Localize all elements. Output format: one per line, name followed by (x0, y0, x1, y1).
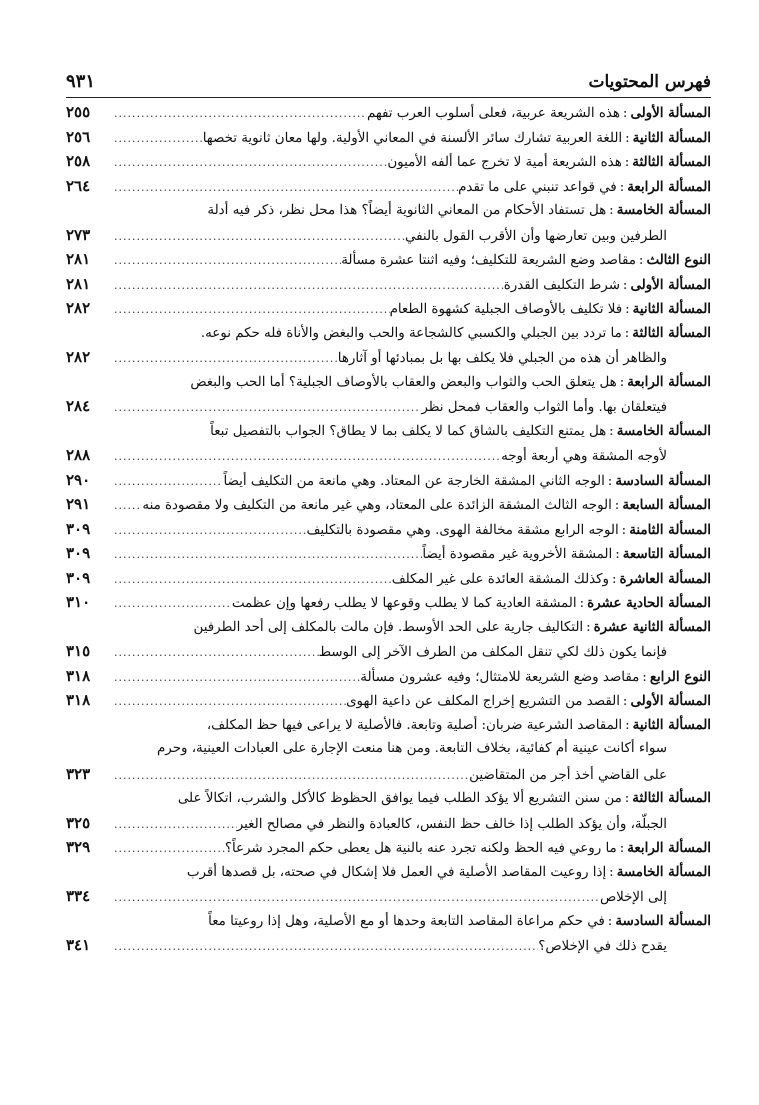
toc-entry-text: من سنن التشريع ألا يؤكد الطلب فيما يوافق الحظوظ كالأكل والشرب، اتكالاً على (177, 791, 622, 806)
toc-line (66, 688, 711, 713)
dot-leader (110, 298, 390, 321)
toc-entry-text: هل يمتنع التكليف بالشاق كما لا يكلف بما لا يطاق؟ الجواب بالتفصيل تبعاً (210, 423, 607, 439)
toc-line (66, 664, 711, 689)
toc-entry-text: الوجه الرابع مشقة مخالفة الهوى. وهي مقصودة بالتكليف (306, 522, 619, 538)
toc-line (66, 541, 711, 566)
toc-page-number: ٣٤١ (66, 936, 91, 954)
toc-entry (66, 321, 711, 370)
toc-line (66, 811, 711, 836)
toc-line (66, 615, 711, 640)
toc-entry-text: الجبلّة، وأن يؤكد الطلب إذا خالف حظ النفس، كالعبادة والنظر في مصالح الغير (236, 816, 667, 832)
toc-line (66, 443, 711, 468)
toc-entry (66, 492, 711, 517)
label-separator: : (607, 913, 613, 929)
dot-leader (110, 813, 237, 836)
dot-leader (110, 225, 405, 248)
dot-leader (110, 519, 307, 542)
toc-line (66, 345, 711, 370)
toc-entry (66, 125, 711, 150)
label-separator: : (607, 473, 613, 489)
toc-entry-text: فإنما يكون ذلك لكي تنقل المكلف من الطرف الآخر إلى الوسط (318, 645, 667, 660)
toc-entry-text: القصد من التشريع إخراج المكلف عن داعية الهوى (346, 694, 620, 709)
toc-line (66, 198, 711, 223)
label-separator: : (642, 669, 647, 685)
toc-page-number: ٣١٠ (66, 593, 91, 611)
toc-page-number: ٢٨٢ (66, 348, 91, 366)
toc-line (66, 370, 711, 395)
toc-line (66, 737, 711, 762)
toc-entry-text: يقدح ذلك في الإخلاص؟ (538, 939, 667, 954)
toc-line (66, 933, 711, 958)
toc-entry (66, 272, 711, 297)
toc-entry-text: هذه الشريعة أمية لا تخرج عما ألفه الأميون (387, 155, 622, 170)
page-header-title: فهرس المحتويات (588, 72, 711, 92)
toc-entry-text: هل يتعلق الحب والثواب والبعض والعقاب بالأوصاف الجبلية؟ أما الحب والبغض (190, 374, 617, 390)
toc-entry (66, 517, 711, 542)
label-separator: : (619, 179, 625, 195)
table-of-contents (66, 100, 711, 958)
toc-entry-text: هل تستفاد الأحكام من المعاني الثانوية أيضاً؟ هذا محل نظر، ذكر فيه أدلة (207, 203, 607, 218)
label-separator: : (586, 619, 591, 635)
toc-page-number: ٢٨٢ (66, 299, 91, 317)
toc-page-number: ٢٨٤ (66, 397, 91, 415)
toc-page-number: ٢٩٠ (66, 470, 91, 489)
dot-leader (110, 249, 341, 272)
toc-line (66, 100, 711, 125)
toc-entry-label: المسألة العاشرة (619, 570, 711, 587)
dot-leader (110, 274, 504, 297)
dot-leader (110, 764, 469, 787)
toc-entry-text: مقاصد وضع الشريعة للتكليف؛ وفيه اثنتا عشرة مسألة (341, 253, 636, 268)
toc-line (66, 419, 711, 444)
toc-entry-label: المسألة الثانية (632, 129, 711, 146)
toc-line (66, 639, 711, 664)
label-separator: : (622, 277, 628, 293)
toc-line (66, 517, 711, 542)
toc-line (66, 125, 711, 150)
label-separator: : (619, 374, 625, 390)
toc-line (66, 835, 711, 860)
dot-leader (110, 445, 501, 468)
label-separator: : (621, 522, 627, 538)
toc-entry (66, 541, 711, 566)
toc-page-number: ٢٩١ (66, 495, 91, 513)
toc-line (66, 762, 711, 787)
toc-page-number: ٢٨١ (66, 250, 91, 268)
toc-entry (66, 174, 711, 199)
toc-entry-label: المسألة الحادية عشرة (587, 595, 711, 611)
toc-page-number: ٣١٨ (66, 666, 91, 685)
toc-page-number: ٣١٨ (66, 691, 91, 709)
toc-page-number: ٣١٥ (66, 642, 91, 660)
toc-line (66, 786, 711, 811)
toc-entry-text: التكاليف جارية على الحد الأوسط. فإن مالت بالمكلف إلى أحد الطرفين (193, 619, 584, 635)
toc-entry (66, 296, 711, 321)
toc-entry (66, 909, 711, 958)
label-separator: : (579, 596, 585, 611)
dot-leader (110, 837, 225, 860)
toc-page-number: ٢٧٣ (66, 225, 91, 244)
toc-page-number: ٣٢٩ (66, 838, 91, 856)
label-separator: : (609, 864, 614, 880)
page-header (66, 58, 711, 98)
label-separator: : (619, 841, 625, 856)
toc-entry-text: شرط التكليف القدرة (503, 277, 620, 293)
toc-entry-label: المسألة الثانية (632, 716, 711, 733)
toc-line (66, 909, 711, 934)
toc-entry (66, 566, 711, 591)
toc-entry-label: النوع الرابع (649, 668, 711, 685)
label-separator: : (638, 253, 644, 268)
toc-entry-text: المشقة الأخروية غير مقصودة أيضاً (422, 547, 613, 562)
toc-entry-label: النوع الثالث (646, 252, 711, 268)
toc-line (66, 468, 711, 493)
toc-entry-label: المسألة الثانية عشرة (593, 618, 711, 635)
label-separator: : (622, 106, 628, 121)
toc-entry (66, 149, 711, 174)
toc-page-number: ٣٠٩ (66, 568, 91, 587)
toc-entry-label: المسألة الخامسة (616, 202, 711, 218)
toc-entry (66, 786, 711, 835)
toc-line (66, 590, 711, 615)
toc-line (66, 149, 711, 174)
toc-entry-text: فيتعلقان بها. وأما الثواب والعقاب فمحل نظر (421, 400, 667, 415)
toc-line (66, 174, 711, 199)
toc-entry (66, 860, 711, 909)
toc-entry-text: ما روعي فيه الحظ ولكنه تجرد عنه بالنية هل يعطى حكم المجرد شرعاً؟ (224, 841, 617, 856)
toc-entry-label: المسألة الثامنة (629, 521, 711, 538)
label-separator: : (625, 717, 630, 733)
label-separator: : (615, 547, 620, 562)
toc-page-number: ٣٢٣ (66, 764, 91, 783)
toc-entry-text: وكذلك المشقة العائدة على غير المكلف (391, 571, 610, 587)
toc-page-number: ٢٥٨ (66, 152, 91, 170)
toc-entry-text: سواء أكانت عينية أم كفائية، بخلاف التابعة. ومن هنا منعت الإجارة على العبادات العينية، وحرم (157, 741, 667, 756)
toc-page-number: ٢٨١ (66, 274, 91, 293)
dot-leader (110, 568, 392, 591)
toc-entry-label: المسألة السابعة (622, 497, 711, 513)
toc-entry-label: المسألة الأولى (630, 276, 711, 293)
toc-entry (66, 468, 711, 493)
toc-entry-text: في قواعد تنبني على ما تقدم (458, 179, 617, 195)
toc-entry (66, 688, 711, 713)
toc-line (66, 566, 711, 591)
label-separator: : (609, 203, 614, 218)
toc-entry (66, 590, 711, 615)
toc-entry-label: المسألة السادسة (615, 912, 711, 929)
toc-entry-label: المسألة السادسة (615, 472, 711, 489)
toc-entry-text: على القاضي أخذ أجر من المتقاضين (469, 767, 667, 783)
dot-leader (110, 543, 422, 566)
toc-entry-text: الوجه الثالث المشقة الزائدة على المعتاد، وهي غير مانعة من التكليف ولا مقصودة منه (142, 498, 612, 513)
toc-page-number: ٢٥٥ (66, 103, 91, 121)
toc-entry (66, 835, 711, 860)
toc-line (66, 296, 711, 321)
toc-entry (66, 664, 711, 689)
label-separator: : (612, 571, 617, 587)
label-separator: : (624, 155, 630, 170)
toc-line (66, 860, 711, 885)
toc-line (66, 492, 711, 517)
toc-page-number: ٣٣٤ (66, 887, 91, 905)
toc-entry-text: والظاهر أن هذه من الجبلي فلا يكلف بها بل بمبادئها أو آثارها (337, 351, 667, 366)
dot-leader (110, 494, 142, 517)
dot-leader (110, 935, 538, 958)
toc-entry-label: المسألة الخامسة (616, 863, 711, 880)
toc-page-number: ٣٢٥ (66, 813, 91, 832)
toc-entry-text: في حكم مراعاة المقاصد التابعة وحدها أو مع الأصلية، وهل إذا روعيتا معاً (208, 913, 605, 929)
toc-entry-label: المسألة الرابعة (627, 840, 711, 856)
toc-entry-text: إلى الإخلاص (599, 890, 667, 905)
toc-page-number: ٣٠٩ (66, 544, 91, 562)
dot-leader (110, 151, 387, 174)
dot-leader (110, 102, 367, 125)
toc-page-number: ٢٥٦ (66, 127, 91, 146)
toc-line (66, 321, 711, 346)
dot-leader (110, 886, 600, 909)
dot-leader (110, 176, 458, 199)
toc-entry-text: مقاصد وضع الشريعة للامتثال؛ وفيه عشرون مسألة (360, 669, 640, 685)
label-separator: : (624, 791, 630, 806)
toc-entry (66, 615, 711, 664)
toc-entry (66, 713, 711, 787)
toc-entry-text: اللغة العربية تشارك سائر الألسنة في المعاني الأولية. ولها معان ثانوية تخصها (202, 130, 623, 146)
toc-entry-label: المسألة الرابعة (627, 373, 711, 390)
toc-page-number: ٢٨٨ (66, 446, 91, 464)
label-separator: : (622, 694, 628, 709)
toc-entry-text: المقاصد الشرعية ضربان: أصلية وتابعة. فالأصلية لا يراعى فيها حظ المكلف، (206, 717, 623, 733)
toc-line (66, 272, 711, 297)
label-separator: : (625, 302, 630, 317)
toc-line (66, 394, 711, 419)
toc-line (66, 884, 711, 909)
toc-entry-label: المسألة التاسعة (622, 546, 711, 562)
toc-entry-label: المسألة الأولى (630, 693, 711, 709)
label-separator: : (624, 325, 630, 341)
toc-page-number: ٣٠٩ (66, 519, 91, 538)
toc-entry-label: المسألة الثالثة (632, 790, 711, 806)
toc-entry (66, 198, 711, 247)
dot-leader (110, 470, 223, 493)
toc-entry (66, 419, 711, 468)
label-separator: : (625, 130, 630, 146)
toc-entry-label: المسألة الرابعة (627, 178, 711, 195)
toc-line (66, 223, 711, 248)
toc-entry-text: فلا تكليف بالأوصاف الجبلية كشهوة الطعام (389, 302, 623, 317)
toc-entry-label: المسألة الأولى (630, 105, 711, 121)
toc-entry-text: المشقة العادية كما لا يطلب وقوعها لا يطلب رفعها وإن عظمت (231, 596, 577, 611)
dot-leader (110, 347, 338, 370)
label-separator: : (609, 423, 614, 439)
toc-entry-text: الوجه الثاني المشقة الخارجة عن المعتاد. وهي مانعة من التكليف أيضاً (223, 473, 605, 489)
toc-entry-text: الطرفين وبين تعارضها وأن الأقرب القول بالنفي (405, 228, 667, 244)
toc-entry-label: المسألة الخامسة (616, 422, 711, 439)
page-number: ٩٣١ (66, 71, 96, 92)
label-separator: : (614, 498, 620, 513)
dot-leader (110, 666, 360, 689)
toc-entry-label: المسألة الثالثة (632, 324, 711, 341)
dot-leader (110, 641, 319, 664)
toc-entry-text: لأوجه المشقة وهي أربعة أوجه (501, 449, 667, 464)
dot-leader (110, 592, 232, 615)
toc-line (66, 713, 711, 738)
toc-line (66, 247, 711, 272)
dot-leader (110, 127, 203, 150)
toc-entry (66, 370, 711, 419)
toc-page-number: ٢٦٤ (66, 176, 91, 195)
toc-entry-text: إذا روعيت المقاصد الأصلية في العمل فلا إشكال في صحته، بل قصدها أقرب (186, 864, 607, 880)
toc-entry-text: ما تردد بين الجبلي والكسبي كالشجاعة والحب والبغض والأناة فله حكم نوعه. (200, 325, 622, 341)
toc-entry-label: المسألة الثانية (632, 301, 711, 317)
toc-entry-text: هذه الشريعة عربية، فعلى أسلوب العرب تفهم (366, 106, 620, 121)
toc-entry (66, 247, 711, 272)
toc-entry (66, 100, 711, 125)
dot-leader (110, 690, 346, 713)
toc-entry-label: المسألة الثالثة (632, 154, 711, 170)
dot-leader (110, 396, 421, 419)
